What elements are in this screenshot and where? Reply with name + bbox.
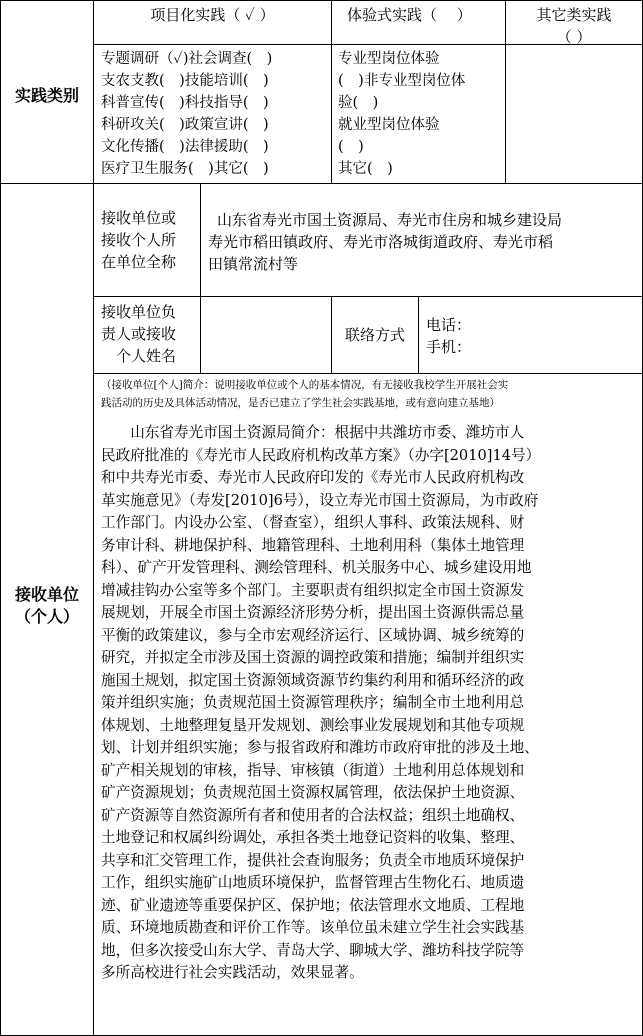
intro-line: 矿产资源等自然资源所有者和使用者的合法权益；组织土地确权、 — [101, 806, 525, 824]
table-border-left — [0, 0, 1, 1036]
label-line: 责人或接收 — [101, 325, 177, 343]
option-line: 专业型岗位体验 — [338, 51, 440, 67]
receiver-label-line1: 接收单位 — [14, 585, 79, 604]
intro-line: 迹、矿业遗迹等重要保护区、保护地；依法管理水文地质、工程地 — [101, 896, 525, 914]
intro-line: 地，但多次接受山东大学、青岛大学、聊城大学、潍坊科技学院等 — [101, 941, 525, 959]
option-line: 支农支教( )技能培训( ) — [101, 73, 269, 89]
option-line: ( )非专业型岗位体 — [338, 73, 466, 89]
value-line: 田镇常流村等 — [208, 255, 299, 273]
intro-line: 共享和汇交管理工作，提供社会查询服务；负责全市地质环境保护 — [101, 851, 525, 869]
intro-line: 展规划，开展全市国土资源经济形势分析，提出国土资源供需总量 — [101, 604, 525, 621]
option-line: 科普宣传( )科技指导( ) — [101, 95, 269, 111]
mobile-label: 手机： — [426, 338, 472, 356]
intro-line: 土地登记和权属纠纷调处，承担各类土地登记资料的收集、整理、 — [101, 829, 525, 846]
intro-line: 工作，组织实施矿山地质环境保护，监督管理古生物化石、地质遗 — [101, 874, 525, 891]
intro-line: 质、环境地质勘查和评价工作等。该单位虽未建立学生社会实践基 — [101, 919, 525, 936]
other-practice-header-line2: （ ） — [556, 28, 592, 46]
table-rule-section — [0, 183, 643, 184]
intro-line: 山东省寿光市国土资源局简介：根据中共潍坊市委、潍坊市人 — [101, 424, 525, 441]
intro-line: 矿产资源规划；负责规范国土资源权属管理，依法保护土地资源、 — [101, 784, 525, 801]
practice-type-label: 实践类别 — [14, 86, 79, 105]
contact-person-label — [101, 301, 200, 367]
option-line: 就业型岗位体验 — [338, 117, 440, 133]
intro-line: 务审计科、耕地保护科、地籍管理科、土地利用科（集体土地管理 — [101, 536, 525, 554]
intro-line: 和中共寿光市委、寿光市人民政府印发的《寿光市人民政府机构改 — [101, 469, 525, 486]
table-border-top — [0, 0, 643, 1]
contact-person-value — [201, 297, 331, 373]
intro-line: 体规划、土地整理复垦开发规划、测绘事业发展规划和其他专项规 — [101, 716, 525, 734]
practice-col-divider-1 — [331, 0, 332, 184]
table-rule-name-row — [93, 296, 642, 297]
option-line: 其它( ) — [338, 161, 393, 177]
intro-line: 研究，并拟定全市涉及国土资源的调控政策和措施；编制并组织实 — [101, 649, 525, 666]
value-line: 山东省寿光市国土资源局、寿光市住房和城乡建设局 — [217, 211, 563, 229]
intro-line: 策并组织实施；负责规范国土资源管理秩序；编制全市土地利用总 — [101, 694, 525, 711]
option-line: 验( ) — [338, 95, 379, 111]
value-line: 寿光市稻田镇政府、寿光市洛城街道政府、寿光市稻 — [208, 233, 554, 251]
intro-line: 多所高校进行社会实践活动，效果显著。 — [101, 964, 364, 981]
intro-line: 工作部门。内设办公室、（督查室），组织人事科、政策法规科、财 — [101, 514, 525, 531]
receiver-label — [1, 584, 93, 628]
intro-line: 民政府批准的《寿光市人民政府机构改革方案》（办字[2010]14号） — [101, 446, 541, 464]
label-column-divider — [93, 0, 94, 1036]
phone-label: 电话： — [426, 316, 472, 334]
unit-name-label — [101, 207, 200, 273]
intro-line: 平衡的政策建议，参与全市宏观经济运行、区域协调、城乡统筹的 — [101, 626, 525, 644]
label-line: 接收单位负 — [101, 303, 177, 321]
other-practice-header-line1: 其它类实践 — [536, 6, 612, 24]
option-line: 科研攻关( )政策宣讲( ) — [101, 117, 269, 133]
experience-practice-header: 体验式实践（ ） — [347, 6, 472, 24]
contact-method-divider-right — [418, 296, 419, 374]
label-line: 接收个人所 — [101, 231, 177, 249]
contact-method-label: 联络方式 — [344, 326, 405, 344]
option-line: 专题调研（✓)社会调查( ) — [101, 51, 273, 67]
table-rule-contact-row — [93, 373, 642, 374]
intro-line: 矿产相关规划的审核，指导、审核镇（街道）土地利用总体规划和 — [101, 761, 525, 779]
contact-details — [426, 314, 642, 358]
intro-instructions — [101, 376, 642, 412]
intro-line: 科）、矿产开发管理科、测绘管理科、机关服务中心、城乡建设用地 — [101, 559, 532, 576]
intro-line: 划、计划并组织实施；参与报省政府和潍坊市政府审批的涉及土地、 — [101, 739, 539, 756]
project-practice-options — [101, 48, 331, 180]
other-practice-header — [506, 4, 642, 48]
project-practice-header: 项目化实践（ ✓ ） — [150, 6, 275, 24]
experience-practice-options — [338, 48, 505, 180]
intro-line: 革实施意见》（寿发[2010]6号），设立寿光市国土资源局，为市政府 — [101, 491, 539, 509]
option-line: ( ) — [338, 139, 364, 155]
intro-line: 增减挂钩办公室等多个部门。主要职责有组织拟定全市国土资源发 — [101, 581, 525, 599]
unit-introduction — [101, 422, 642, 985]
note-line: 践活动的历史及具体活动情况，是否已建立了学生社会实践基地，或有意向建立基地） — [101, 397, 500, 409]
unit-name-value — [208, 209, 642, 275]
option-line: 文化传播( )法律援助( ) — [101, 139, 269, 155]
receiver-label-line2: （个人） — [14, 607, 79, 626]
intro-line: 施国土规划，拟定国土资源领域资源节约集约利用和循环经济的政 — [101, 671, 525, 689]
label-line: 在单位全称 — [101, 253, 177, 271]
option-line: 医疗卫生服务( )其它( ) — [101, 161, 269, 177]
note-line: （接收单位[个人]简介：说明接收单位或个人的基本情况，有无接收我校学生开展社会实 — [101, 379, 509, 391]
label-line: 个人姓名 — [116, 347, 177, 365]
label-line: 接收单位或 — [101, 209, 177, 227]
